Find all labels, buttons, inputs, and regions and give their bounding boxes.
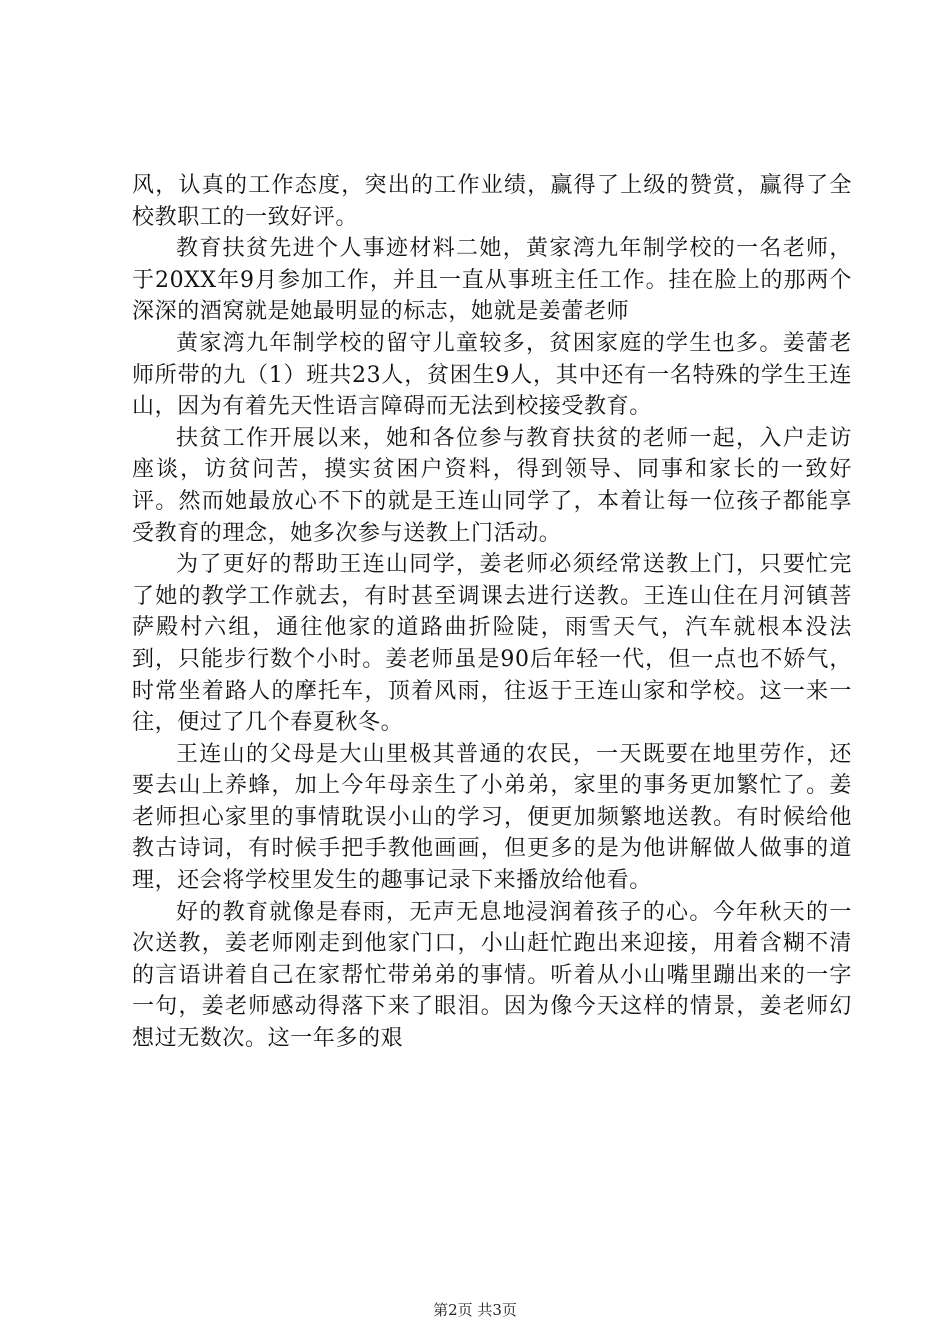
page-footer: 第2页 共3页 xyxy=(433,1301,517,1319)
document-body xyxy=(132,170,852,1055)
paragraph-6: 王连山的父母是大山里极其普通的农民，一天既要在地里劳作，还要去山上养蜂，加上今年母亲生了小弟弟，家里的事务更加繁忙了。姜老师担心家里的事情耽误小山的学习，便更加频繁地送教。有时候给他教古诗词，有时候手把手教他画画，但更多的是为他讲解做人做事的道理，还会将学校里发生的趣事记录下来播放给他看。 xyxy=(132,741,852,894)
paragraph-5: 为了更好的帮助王连山同学，姜老师必须经常送教上门，只要忙完了她的教学工作就去，有时甚至调课去进行送教。王连山住在月河镇菩萨殿村六组，通往他家的道路曲折险陡，雨雪天气，汽车就根本没法到，只能步行数个小时。姜老师虽是90后年轻一代，但一点也不娇气，时常坐着路人的摩托车，顶着风雨，往返于王连山家和学校。这一来一往，便过了几个春夏秋冬。 xyxy=(132,552,852,736)
paragraph-7: 好的教育就像是春雨，无声无息地浸润着孩子的心。今年秋天的一次送教，姜老师刚走到他家门口，小山赶忙跑出来迎接，用着含糊不清的言语讲着自己在家帮忙带弟弟的事情。听着从小山嘴里蹦出来的一字一句，姜老师感动得落下来了眼泪。因为像今天这样的情景，姜老师幻想过无数次。这一年多的艰 xyxy=(132,899,852,1052)
paragraph-2: 教育扶贫先进个人事迹材料二她，黄家湾九年制学校的一名老师，于20XX年9月参加工作，并且一直从事班主任工作。挂在脸上的那两个深深的酒窝就是她最明显的标志，她就是姜蕾老师 xyxy=(132,236,852,325)
paragraph-3: 黄家湾九年制学校的留守儿童较多，贫困家庭的学生也多。姜蕾老师所带的九（1）班共23人，贫困生9人，其中还有一名特殊的学生王连山，因为有着先天性语言障碍而无法到校接受教育。 xyxy=(132,330,852,420)
paragraph-1: 风，认真的工作态度，突出的工作业绩，赢得了上级的赞赏，赢得了全校教职工的一致好评。 xyxy=(132,173,852,230)
paragraph-4: 扶贫工作开展以来，她和各位参与教育扶贫的老师一起，入户走访座谈，访贫问苦，摸实贫困户资料，得到领导、同事和家长的一致好评。然而她最放心不下的就是王连山同学了，本着让每一位孩子都能享受教育的理念，她多次参与送教上门活动。 xyxy=(132,425,852,546)
